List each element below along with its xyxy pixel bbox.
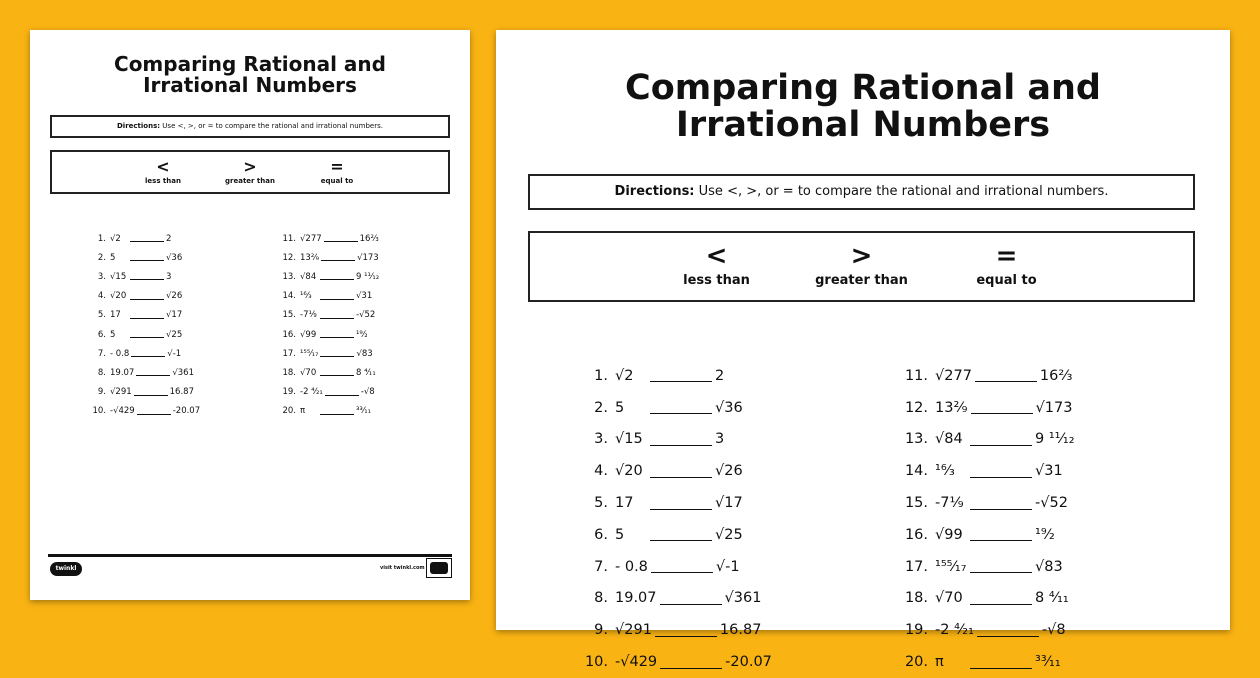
question-number: 4. (594, 463, 608, 480)
answer-blank[interactable] (131, 356, 165, 357)
question-left-value: -√429 (110, 406, 135, 417)
question-number: 7. (594, 558, 608, 575)
question-number: 5. (594, 495, 608, 512)
question-right-value: √31 (356, 291, 373, 302)
answer-blank[interactable] (970, 572, 1032, 573)
question-row (280, 229, 379, 248)
footer-divider (48, 554, 452, 557)
question-right-value: √173 (1035, 399, 1073, 416)
question-right-value: 16⅔ (1039, 367, 1073, 384)
question-left-value: - 0.8 (110, 348, 130, 359)
symbol-word: greater than (225, 177, 275, 185)
question-number: 1. (594, 367, 608, 384)
question-number: 20. (282, 406, 296, 417)
question-right-value: 16.87 (169, 387, 194, 398)
question-left-value: √99 (300, 329, 317, 340)
question-number: 17. (282, 348, 296, 359)
question-number: 10. (584, 654, 608, 671)
question-number: 7. (97, 348, 106, 359)
answer-blank[interactable] (970, 668, 1032, 669)
question-row (280, 248, 379, 267)
question-row (584, 614, 772, 646)
question-right-value: √-1 (167, 348, 182, 359)
question-number: 19. (904, 622, 928, 639)
question-right-value: 2 (166, 233, 172, 244)
answer-blank[interactable] (130, 241, 164, 242)
directions-text: Use <, >, or = to compare the rational and irrational numbers. (694, 184, 1109, 199)
symbol-word: less than (145, 177, 181, 185)
twinkl-logo: twinkl (50, 562, 82, 576)
question-row (280, 267, 379, 286)
question-row (904, 455, 1075, 487)
directions-text: Use <, >, or = to compare the rational and irrational numbers. (160, 122, 383, 130)
question-row (90, 248, 200, 267)
question-column-right (904, 360, 1075, 678)
symbol-key (528, 231, 1195, 302)
question-left-value: √277 (300, 233, 322, 244)
question-number: 8. (97, 367, 106, 378)
answer-blank[interactable] (320, 337, 354, 338)
answer-blank[interactable] (970, 445, 1032, 446)
question-right-value: ³³⁄₁₁ (356, 406, 372, 417)
question-row (280, 363, 379, 382)
question-row (904, 583, 1075, 615)
symbol-glyph: = (995, 241, 1018, 271)
question-left-value: √277 (935, 367, 972, 384)
question-left-value: 19.07 (615, 590, 657, 607)
answer-blank[interactable] (130, 299, 164, 300)
symbol-greater-than (207, 152, 294, 192)
symbol-glyph: = (330, 157, 344, 176)
question-left-value: -7⅑ (935, 495, 964, 512)
question-number: 3. (97, 271, 106, 282)
answer-blank[interactable] (137, 414, 171, 415)
worksheet-thumbnail (30, 30, 470, 600)
symbol-less-than (644, 233, 789, 300)
question-row (904, 392, 1075, 424)
question-row (904, 360, 1075, 392)
question-number: 3. (594, 431, 608, 448)
question-row (904, 646, 1075, 678)
question-number: 5. (97, 310, 106, 321)
question-left-value: -2 ⁴⁄₂₁ (300, 387, 323, 398)
symbol-less-than (120, 152, 207, 192)
worksheet-page (496, 30, 1230, 671)
answer-blank[interactable] (320, 356, 354, 357)
question-left-value: √84 (300, 271, 317, 282)
question-row (904, 424, 1075, 456)
question-row (584, 583, 772, 615)
question-row (90, 344, 200, 363)
question-number: 1. (97, 233, 106, 244)
question-left-value: -7⅑ (300, 310, 317, 321)
question-right-value: √17 (715, 495, 743, 512)
answer-blank[interactable] (650, 413, 712, 414)
question-number: 4. (97, 291, 106, 302)
question-row (90, 306, 200, 325)
answer-blank[interactable] (325, 395, 359, 396)
question-row (90, 363, 200, 382)
symbol-word: equal to (976, 273, 1037, 288)
question-row (584, 487, 772, 519)
answer-blank[interactable] (324, 241, 358, 242)
question-row (584, 392, 772, 424)
question-number: 12. (904, 399, 928, 416)
answer-blank[interactable] (970, 477, 1032, 478)
question-number: 18. (282, 367, 296, 378)
question-number: 15. (904, 495, 928, 512)
question-row (90, 383, 200, 402)
question-right-value: √83 (1035, 558, 1063, 575)
question-number: 13. (282, 271, 296, 282)
question-left-value: √99 (935, 526, 963, 543)
question-right-value: √26 (715, 463, 743, 480)
question-right-value: √17 (166, 310, 183, 321)
question-right-value: √31 (1035, 463, 1063, 480)
question-number: 20. (904, 654, 928, 671)
question-number: 2. (97, 252, 106, 263)
answer-blank[interactable] (320, 375, 354, 376)
question-number: 14. (904, 463, 928, 480)
footer-url: visit twinkl.com (380, 565, 425, 571)
question-number: 19. (282, 387, 296, 398)
question-row (584, 519, 772, 551)
answer-blank[interactable] (650, 509, 712, 510)
question-right-value: -20.07 (725, 654, 772, 671)
question-right-value: 3 (715, 431, 725, 448)
answer-blank[interactable] (320, 299, 354, 300)
question-left-value: √20 (615, 463, 643, 480)
title-line-1: Comparing Rational and (114, 52, 386, 76)
question-left-value: -√429 (615, 654, 658, 671)
question-number: 10. (92, 406, 106, 417)
question-left-value: 5 (110, 329, 116, 340)
question-right-value: 8 ⁴⁄₁₁ (356, 367, 376, 378)
question-right-value: √361 (724, 590, 762, 607)
answer-blank[interactable] (134, 395, 168, 396)
question-number: 16. (904, 526, 928, 543)
question-left-value: 5 (615, 526, 625, 543)
question-left-value: ¹⁶⁄₃ (935, 463, 955, 480)
question-row (280, 325, 379, 344)
worksheet-title (30, 54, 470, 96)
question-left-value: 5 (615, 399, 625, 416)
answer-blank[interactable] (321, 260, 355, 261)
question-number: 11. (282, 233, 296, 244)
question-row (584, 424, 772, 456)
question-left-value: 17 (615, 495, 634, 512)
question-right-value: ¹⁹⁄₂ (356, 329, 368, 340)
question-right-value: 16⅔ (359, 233, 379, 244)
answer-blank[interactable] (136, 375, 170, 376)
answer-blank[interactable] (320, 279, 354, 280)
answer-blank[interactable] (977, 636, 1039, 637)
answer-blank[interactable] (650, 381, 712, 382)
question-row (90, 402, 200, 421)
directions-box (528, 174, 1195, 210)
question-left-value: 17 (110, 310, 121, 321)
question-right-value: √26 (166, 291, 183, 302)
question-left-value: 5 (110, 252, 116, 263)
question-left-value: π (935, 654, 944, 671)
question-number: 11. (904, 367, 928, 384)
question-left-value: -2 ⁴⁄₂₁ (935, 622, 974, 639)
symbol-word: equal to (320, 177, 354, 185)
answer-blank[interactable] (660, 604, 722, 605)
symbol-glyph: > (850, 241, 873, 271)
question-right-value: 3 (166, 271, 172, 282)
answer-blank[interactable] (660, 668, 722, 669)
question-left-value: ¹⁵⁵⁄₁₇ (300, 348, 319, 359)
answer-blank[interactable] (320, 318, 354, 319)
answer-blank[interactable] (651, 572, 713, 573)
answer-blank[interactable] (970, 540, 1032, 541)
answer-blank[interactable] (655, 636, 717, 637)
question-left-value: √2 (110, 233, 121, 244)
symbol-equal-to (934, 233, 1079, 300)
title-line-1: Comparing Rational and (625, 68, 1101, 108)
question-right-value: √36 (166, 252, 183, 263)
question-left-value: √2 (615, 367, 634, 384)
question-row (904, 614, 1075, 646)
question-number: 16. (282, 329, 296, 340)
question-left-value: π (300, 406, 306, 417)
quality-badge-icon (426, 558, 452, 578)
question-left-value: 19.07 (110, 367, 135, 378)
question-left-value: √15 (110, 271, 127, 282)
question-row (904, 519, 1075, 551)
answer-blank[interactable] (650, 445, 712, 446)
answer-blank[interactable] (130, 260, 164, 261)
question-left-value: - 0.8 (615, 558, 648, 575)
question-right-value: √25 (715, 526, 743, 543)
question-right-value: -√52 (1035, 495, 1068, 512)
question-column-left (584, 360, 772, 678)
question-right-value: 9 ¹¹⁄₁₂ (1035, 431, 1075, 448)
question-row (280, 383, 379, 402)
symbol-word: greater than (815, 273, 908, 288)
question-row (90, 325, 200, 344)
question-left-value: 13²⁄₉ (300, 252, 320, 263)
question-left-value: √70 (935, 590, 963, 607)
question-right-value: 8 ⁴⁄₁₁ (1035, 590, 1069, 607)
title-line-2: Irrational Numbers (675, 104, 1051, 145)
question-right-value: √-1 (715, 558, 740, 575)
question-left-value: √84 (935, 431, 963, 448)
symbol-glyph: < (705, 241, 728, 271)
answer-blank[interactable] (650, 540, 712, 541)
answer-blank[interactable] (970, 509, 1032, 510)
question-number: 14. (282, 291, 296, 302)
answer-blank[interactable] (970, 604, 1032, 605)
question-number: 9. (97, 387, 106, 398)
answer-blank[interactable] (975, 381, 1037, 382)
question-left-value: √291 (615, 622, 652, 639)
question-right-value: ³³⁄₁₁ (1035, 654, 1061, 671)
question-row (584, 360, 772, 392)
directions-label: Directions: (117, 122, 161, 130)
question-row (280, 287, 379, 306)
question-row (90, 229, 200, 248)
symbol-glyph: < (156, 157, 170, 176)
question-left-value: √20 (110, 291, 127, 302)
question-right-value: √25 (166, 329, 183, 340)
answer-blank[interactable] (971, 413, 1033, 414)
symbol-word: less than (683, 273, 750, 288)
symbol-key (50, 150, 450, 194)
symbol-glyph: > (243, 157, 257, 176)
question-number: 18. (904, 590, 928, 607)
question-number: 9. (594, 622, 608, 639)
question-left-value: √291 (110, 387, 132, 398)
worksheet-title (496, 70, 1230, 144)
question-number: 15. (282, 310, 296, 321)
question-right-value: 9 ¹¹⁄₁₂ (356, 271, 380, 282)
question-number: 2. (594, 399, 608, 416)
question-right-value: -√8 (360, 387, 375, 398)
question-right-value: √173 (357, 252, 379, 263)
directions-label: Directions: (614, 184, 695, 199)
question-left-value: ¹⁶⁄₃ (300, 291, 312, 302)
question-number: 13. (904, 431, 928, 448)
question-number: 17. (904, 558, 928, 575)
question-right-value: √83 (356, 348, 373, 359)
title-line-2: Irrational Numbers (143, 73, 357, 97)
question-left-value: √70 (300, 367, 317, 378)
question-row (584, 551, 772, 583)
question-right-value: -√8 (1041, 622, 1066, 639)
answer-blank[interactable] (320, 414, 354, 415)
question-column-left (90, 229, 200, 421)
question-row (90, 267, 200, 286)
question-row (584, 455, 772, 487)
answer-blank[interactable] (130, 279, 164, 280)
question-right-value: -20.07 (172, 406, 201, 417)
question-left-value: 13²⁄₉ (935, 399, 968, 416)
question-right-value: ¹⁹⁄₂ (1035, 526, 1055, 543)
question-row (584, 646, 772, 678)
answer-blank[interactable] (650, 477, 712, 478)
question-number: 8. (594, 590, 608, 607)
question-right-value: 2 (715, 367, 725, 384)
directions-box (50, 115, 450, 138)
question-number: 12. (282, 252, 296, 263)
question-right-value: √361 (172, 367, 194, 378)
question-right-value: -√52 (356, 310, 376, 321)
question-left-value: √15 (615, 431, 643, 448)
question-right-value: √36 (715, 399, 743, 416)
answer-blank[interactable] (130, 318, 164, 319)
question-row (280, 306, 379, 325)
question-row (280, 344, 379, 363)
question-column-right (280, 229, 379, 421)
question-number: 6. (594, 526, 608, 543)
symbol-equal-to (294, 152, 381, 192)
question-row (90, 287, 200, 306)
question-row (904, 487, 1075, 519)
question-number: 6. (97, 329, 106, 340)
question-row (904, 551, 1075, 583)
answer-blank[interactable] (130, 337, 164, 338)
symbol-greater-than (789, 233, 934, 300)
question-row (280, 402, 379, 421)
question-left-value: ¹⁵⁵⁄₁₇ (935, 558, 967, 575)
question-right-value: 16.87 (719, 622, 762, 639)
